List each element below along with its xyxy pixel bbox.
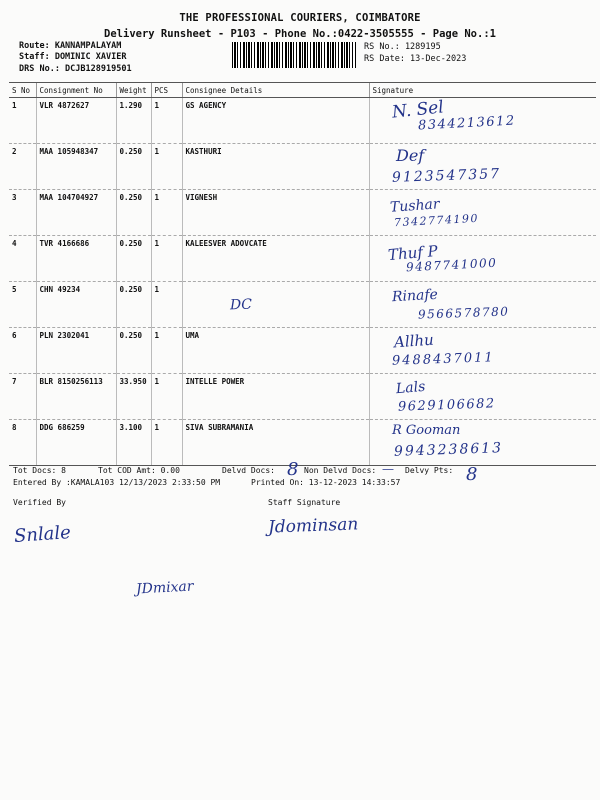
- cell-sno: 1: [9, 98, 36, 144]
- handwritten-phone: 9487741000: [405, 255, 498, 275]
- cell-consignment: PLN 2302041: [36, 328, 116, 374]
- handwritten-signature: R Gooman: [392, 423, 461, 438]
- drs-label: DRS No.: DCJB128919501: [19, 64, 132, 74]
- handwritten-phone: 9488437011: [391, 350, 495, 369]
- col-header-pcs: PCS: [151, 83, 182, 98]
- cell-sno: 3: [9, 190, 36, 236]
- cell-pcs: 1: [151, 420, 182, 466]
- cell-weight: 3.100: [116, 420, 151, 466]
- cell-consignment: CHN 49234: [36, 282, 116, 328]
- table-row: [9, 236, 596, 282]
- rs-number: RS No.: 1289195: [364, 42, 441, 52]
- non-delivered-docs-value: —: [382, 462, 394, 476]
- table-row: [9, 374, 596, 420]
- runsheet-subtitle: Delivery Runsheet - P103 - Phone No.:0422-3505555 - Page No.:1: [104, 28, 496, 40]
- cell-weight: 0.250: [116, 328, 151, 374]
- table-row: [9, 190, 596, 236]
- col-header-signature: Signature: [369, 83, 596, 98]
- col-header-consignee: Consignee Details: [182, 83, 369, 98]
- col-header-sno: S No: [9, 83, 36, 98]
- cell-sno: 4: [9, 236, 36, 282]
- cell-weight: 0.250: [116, 282, 151, 328]
- cell-pcs: 1: [151, 328, 182, 374]
- table-row: [9, 420, 596, 466]
- handwritten-phone: 7342774190: [393, 211, 480, 230]
- delivered-docs-value: 8: [287, 459, 299, 480]
- additional-signature: JDmixar: [135, 578, 194, 598]
- barcode: [232, 42, 356, 68]
- delivery-points-label: Delvy Pts:: [405, 466, 454, 475]
- table-row: [9, 328, 596, 374]
- cell-sno: 5: [9, 282, 36, 328]
- cell-consignee: KALEESVER ADOVCATE: [182, 236, 369, 282]
- staff-signature-label: Staff Signature: [268, 498, 341, 507]
- cell-consignment: BLR 8150256113: [36, 374, 116, 420]
- cell-consignment: VLR 4872627: [36, 98, 116, 144]
- cell-weight: 33.950: [116, 374, 151, 420]
- dc-annotation: DC: [229, 296, 253, 314]
- col-header-consignment: Consignment No: [36, 83, 116, 98]
- cell-weight: 0.250: [116, 190, 151, 236]
- delivery-points-value: 8: [466, 464, 478, 485]
- total-docs: Tot Docs: 8: [13, 466, 66, 475]
- cell-sno: 2: [9, 144, 36, 190]
- verified-by-signature: Snlale: [13, 522, 72, 547]
- cell-pcs: 1: [151, 374, 182, 420]
- printed-on: Printed On: 13-12-2023 14:33:57: [251, 478, 401, 487]
- cell-consignee: [182, 282, 369, 328]
- rs-date: RS Date: 13-Dec-2023: [364, 54, 467, 64]
- cell-consignment: MAA 104704927: [36, 190, 116, 236]
- cell-consignment: DDG 686259: [36, 420, 116, 466]
- company-title: THE PROFESSIONAL COURIERS, COIMBATORE: [179, 12, 421, 24]
- handwritten-signature: N. Sel: [391, 97, 445, 123]
- cell-consignee: INTELLE POWER: [182, 374, 369, 420]
- cell-weight: 0.250: [116, 144, 151, 190]
- cell-sno: 8: [9, 420, 36, 466]
- non-delivered-docs-label: Non Delvd Docs:: [304, 466, 377, 475]
- cell-consignment: MAA 105948347: [36, 144, 116, 190]
- verified-by-label: Verified By: [13, 498, 66, 507]
- handwritten-signature: Def: [396, 146, 425, 165]
- cell-sno: 7: [9, 374, 36, 420]
- handwritten-signature: Rinafe: [391, 286, 439, 306]
- table-header-row: [9, 83, 596, 98]
- handwritten-phone: 9123547357: [391, 166, 502, 186]
- handwritten-signature: Thuf P: [387, 241, 439, 265]
- entered-by: Entered By :KAMALA103 12/13/2023 2:33:50 PM: [13, 478, 221, 487]
- cell-consignee: KASTHURI: [182, 144, 369, 190]
- cell-consignment: TVR 4166686: [36, 236, 116, 282]
- staff-label: Staff: DOMINIC XAVIER: [19, 52, 127, 62]
- cell-pcs: 1: [151, 144, 182, 190]
- handwritten-phone: 8344213612: [417, 113, 517, 134]
- cell-weight: 0.250: [116, 236, 151, 282]
- cell-pcs: 1: [151, 190, 182, 236]
- table-row: [9, 144, 596, 190]
- cell-consignee: GS AGENCY: [182, 98, 369, 144]
- cell-consignee: VIGNESH: [182, 190, 369, 236]
- cell-pcs: 1: [151, 236, 182, 282]
- cell-pcs: 1: [151, 98, 182, 144]
- cell-consignee: UMA: [182, 328, 369, 374]
- handwritten-signature: Allhu: [393, 330, 435, 352]
- cell-weight: 1.290: [116, 98, 151, 144]
- cell-pcs: 1: [151, 282, 182, 328]
- cell-consignee: SIVA SUBRAMANIA: [182, 420, 369, 466]
- staff-signature: Jdominsan: [267, 514, 359, 538]
- handwritten-phone: 9629106682: [397, 396, 496, 415]
- col-header-weight: Weight: [116, 83, 151, 98]
- route-label: Route: KANNAMPALAYAM: [19, 41, 122, 51]
- runsheet-table: [9, 82, 596, 466]
- cell-sno: 6: [9, 328, 36, 374]
- handwritten-phone: 9566578780: [417, 304, 510, 322]
- delivered-docs-label: Delvd Docs:: [222, 466, 275, 475]
- total-cod-amount: Tot COD Amt: 0.00: [98, 466, 180, 475]
- handwritten-signature: Tushar: [389, 196, 441, 216]
- handwritten-phone: 9943238613: [393, 440, 504, 460]
- handwritten-signature: Lals: [395, 378, 426, 398]
